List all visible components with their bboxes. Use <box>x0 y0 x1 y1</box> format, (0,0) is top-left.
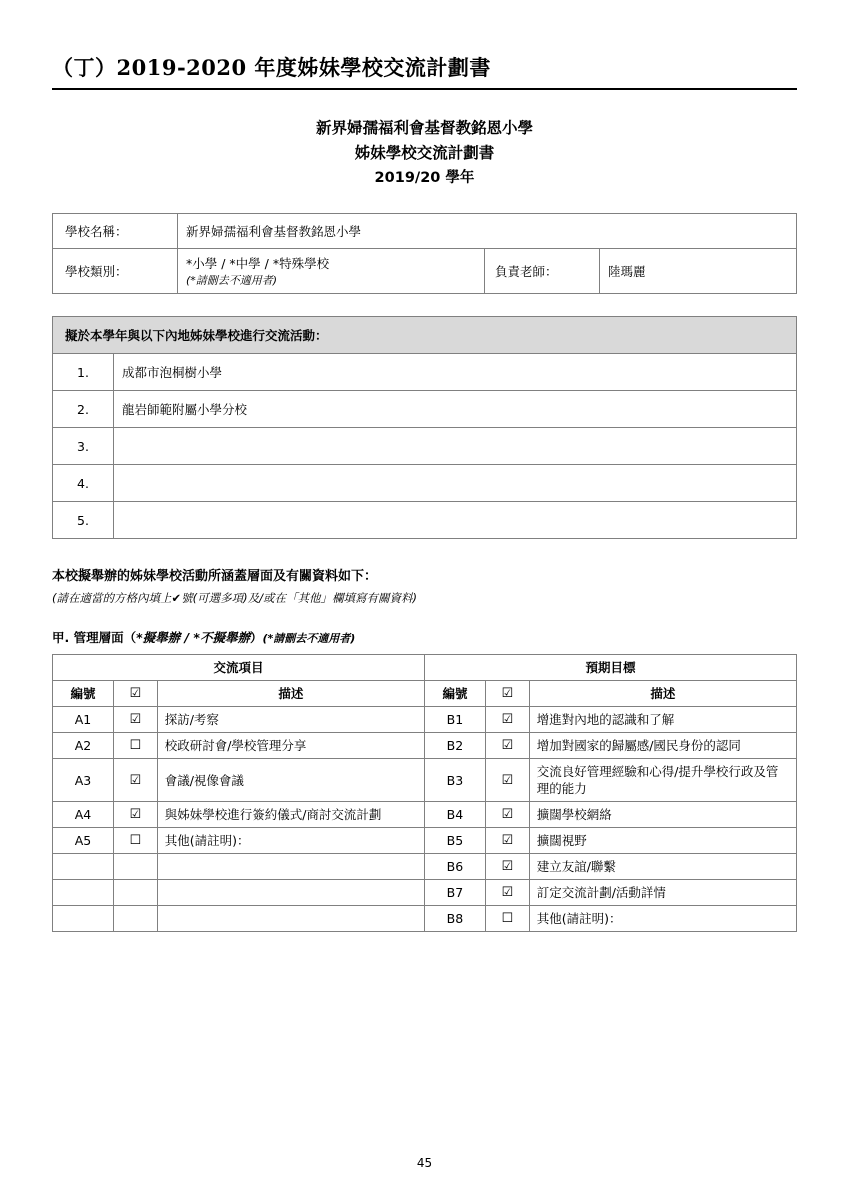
center-title-line-1: 新界婦孺福利會基督教銘恩小學 <box>315 119 533 137</box>
table-row <box>53 707 797 733</box>
partner-schools-table <box>52 316 797 539</box>
activity-code: A4 <box>53 802 114 828</box>
table-row <box>53 854 797 880</box>
school-type-value: *小學 / *中學 / *特殊學校 <box>186 256 330 271</box>
teacher-label: 負責老師： <box>485 249 600 294</box>
teacher-value[interactable]: 陸瑪麗 <box>600 249 797 294</box>
partner-row-name[interactable]: 成都市泡桐樹小學 <box>114 354 797 391</box>
activity-code: A1 <box>53 707 114 733</box>
partner-row-number: 2. <box>53 391 114 428</box>
objective-checkbox[interactable]: ☑ <box>485 802 529 828</box>
objective-description: 建立友誼/聯繫 <box>529 854 796 880</box>
center-title-line-2: 姊妹學校交流計劃書 <box>354 144 495 162</box>
objective-code: B1 <box>424 707 485 733</box>
objective-code: B3 <box>424 759 485 802</box>
objective-code: B8 <box>424 906 485 932</box>
page-number: 45 <box>416 1156 433 1170</box>
section-a-heading <box>52 628 797 646</box>
col-header-desc-left: 描述 <box>157 681 424 707</box>
activity-code <box>53 880 114 906</box>
center-title-block <box>52 116 797 191</box>
activity-code: A3 <box>53 759 114 802</box>
objective-description: 增進對內地的認識和了解 <box>529 707 796 733</box>
activity-code <box>53 854 114 880</box>
objective-code: B4 <box>424 802 485 828</box>
partner-row-name[interactable]: 龍岩師範附屬小學分校 <box>114 391 797 428</box>
activity-description: 與姊妹學校進行簽約儀式/商討交流計劃 <box>157 802 424 828</box>
group-header-objectives: 預期目標 <box>424 655 796 681</box>
document-header-title: （丁）2019-2020 年度姊妹學校交流計劃書 <box>52 52 797 90</box>
partner-schools-block <box>52 316 797 539</box>
activity-checkbox[interactable]: ☐ <box>113 733 157 759</box>
col-header-check-right: ☑ <box>485 681 529 707</box>
section-a-emphasis: *擬舉辦 / *不擬舉辦 <box>136 630 250 645</box>
partner-row-number: 4. <box>53 465 114 502</box>
table-row <box>53 249 797 294</box>
activity-checkbox[interactable]: ☑ <box>113 802 157 828</box>
activity-checkbox[interactable] <box>113 906 157 932</box>
activity-description <box>157 906 424 932</box>
activity-code: A5 <box>53 828 114 854</box>
activity-checkbox[interactable]: ☑ <box>113 759 157 802</box>
section-a-prefix: 甲. 管理層面（ <box>52 630 137 645</box>
objective-description: 增加對國家的歸屬感/國民身份的認同 <box>529 733 796 759</box>
objective-checkbox[interactable]: ☐ <box>485 906 529 932</box>
table-row <box>53 880 797 906</box>
center-title-line-3: 2019/20 學年 <box>374 170 475 186</box>
school-name-label: 學校名稱： <box>53 214 178 249</box>
table-row <box>53 465 797 502</box>
partner-row-number: 1. <box>53 354 114 391</box>
objective-code: B5 <box>424 828 485 854</box>
activity-code: A2 <box>53 733 114 759</box>
objective-checkbox[interactable]: ☑ <box>485 759 529 802</box>
section-a-suffix: ） <box>249 630 263 645</box>
col-header-code-left: 編號 <box>53 681 114 707</box>
col-header-code-right: 編號 <box>424 681 485 707</box>
objective-code: B7 <box>424 880 485 906</box>
objective-checkbox[interactable]: ☑ <box>485 707 529 733</box>
table-row <box>53 214 797 249</box>
table-row <box>53 802 797 828</box>
partner-row-name[interactable] <box>114 428 797 465</box>
objective-description: 擴闊學校網絡 <box>529 802 796 828</box>
table-row <box>53 906 797 932</box>
objective-checkbox[interactable]: ☑ <box>485 828 529 854</box>
col-header-desc-right: 描述 <box>529 681 796 707</box>
partner-row-number: 5. <box>53 502 114 539</box>
intro-note: (請在適當的方格內填上✔號(可選多項)及/或在「其他」欄填寫有關資料) <box>52 591 417 605</box>
activity-checkbox[interactable]: ☐ <box>113 828 157 854</box>
activity-description: 會議/視像會議 <box>157 759 424 802</box>
table-row <box>53 828 797 854</box>
activity-checkbox[interactable]: ☑ <box>113 707 157 733</box>
activity-description <box>157 880 424 906</box>
table-row <box>53 317 797 354</box>
table-row <box>53 354 797 391</box>
table-row <box>53 428 797 465</box>
activity-code <box>53 906 114 932</box>
school-type-cell[interactable] <box>178 249 485 294</box>
partner-row-name[interactable] <box>114 465 797 502</box>
col-header-check-left: ☑ <box>113 681 157 707</box>
objective-code: B6 <box>424 854 485 880</box>
objective-description: 其他(請註明)： <box>529 906 796 932</box>
activity-description: 探訪/考察 <box>157 707 424 733</box>
activity-description <box>157 854 424 880</box>
group-header-activities: 交流項目 <box>53 655 425 681</box>
partner-row-number: 3. <box>53 428 114 465</box>
objective-description: 交流良好管理經驗和心得/提升學校行政及管理的能力 <box>529 759 796 802</box>
activity-checkbox[interactable] <box>113 880 157 906</box>
school-info-table <box>52 213 797 294</box>
objective-description: 擴闊視野 <box>529 828 796 854</box>
objective-checkbox[interactable]: ☑ <box>485 880 529 906</box>
table-row <box>53 733 797 759</box>
section-a-note: (*請刪去不適用者) <box>262 632 356 645</box>
management-level-matrix <box>52 654 797 932</box>
school-type-note: (*請刪去不適用者) <box>186 274 278 287</box>
partner-row-name[interactable] <box>114 502 797 539</box>
activity-description: 校政研討會/學校管理分享 <box>157 733 424 759</box>
activity-description: 其他(請註明)： <box>157 828 424 854</box>
objective-code: B2 <box>424 733 485 759</box>
matrix-column-header-row <box>53 681 797 707</box>
matrix-group-header-row <box>53 655 797 681</box>
table-row <box>53 502 797 539</box>
table-row <box>53 759 797 802</box>
school-type-label: 學校類別： <box>53 249 178 294</box>
intro-paragraph: 本校擬舉辦的姊妹學校活動所涵蓋層面及有關資料如下： <box>52 569 378 584</box>
activity-checkbox[interactable] <box>113 854 157 880</box>
objective-checkbox[interactable]: ☑ <box>485 854 529 880</box>
table-row <box>53 391 797 428</box>
partner-schools-header: 擬於本學年與以下內地姊妹學校進行交流活動： <box>53 317 797 354</box>
school-name-value[interactable]: 新界婦孺福利會基督教銘恩小學 <box>178 214 797 249</box>
objective-checkbox[interactable]: ☑ <box>485 733 529 759</box>
objective-description: 訂定交流計劃/活動詳情 <box>529 880 796 906</box>
